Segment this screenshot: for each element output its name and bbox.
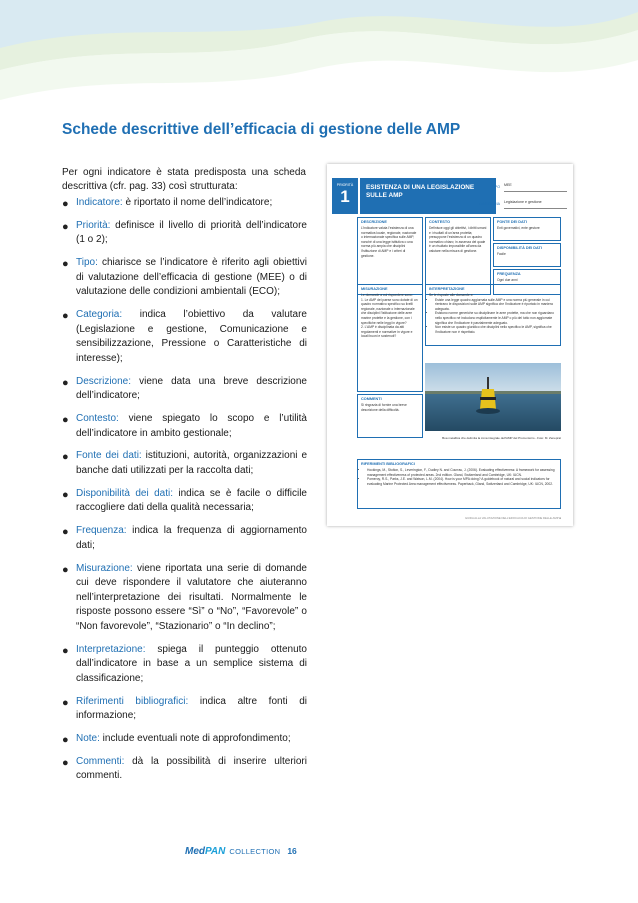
list-item bbox=[62, 375, 307, 404]
list-item bbox=[62, 643, 307, 687]
tipo-value: MEE bbox=[504, 183, 567, 192]
list-item-term: Descrizione: bbox=[76, 375, 132, 387]
sample-indicator-sheet bbox=[327, 164, 573, 526]
list-item bbox=[62, 219, 307, 248]
list-item-term: Misurazione: bbox=[76, 562, 133, 574]
categoria-label: CATEGORIA bbox=[479, 202, 500, 206]
field-list bbox=[62, 196, 307, 792]
riferimenti-item: • Pomeroy, R.S., Parks, J.E. and Watson, L.M. (2004). How is your MPA doing? A guidebook of natural and social indicators for evaluating Marine Protected Area management effectiveness. Paperback, Gland, Switzerland and Cambridge, UK: IUCN, 2002. bbox=[367, 477, 557, 486]
list-item-text: indica altre fonti di informazione; bbox=[76, 695, 307, 722]
interpretazione-item: • Non esiste un quadro giuridico che disciplini nello specifico le AMP, significa che l’indicatore non è rispettato. bbox=[435, 325, 557, 334]
priority-label: PRIORITÀ bbox=[336, 183, 354, 187]
list-item-term: Disponibilità dei dati: bbox=[76, 487, 173, 499]
interpretazione-box bbox=[425, 284, 561, 346]
list-item bbox=[62, 196, 307, 211]
bullet-icon: ● bbox=[62, 451, 69, 464]
misurazione-item: 1. Le AMP del paese sono dotate di un quadro normativo specifico su livelli regionale, nazionale o internazionale che disciplini l’istituzione delle aree marine protette e la gestione, con i specifiche nelle leggi in vigore? bbox=[361, 297, 418, 325]
frequenza-title: FREQUENZA bbox=[497, 272, 521, 276]
intro-paragraph: Per ogni indicatore è stata predisposta una scheda descrittiva (cfr. pag. 33) così strutturata: bbox=[62, 167, 306, 192]
bullet-icon: ● bbox=[62, 310, 69, 323]
list-item-text: spiega il punteggio ottenuto dall’indicatore in base a un semplice sistema di classificazione; bbox=[76, 643, 307, 684]
list-item-term: Riferimenti bibliografici: bbox=[76, 695, 189, 707]
list-item bbox=[62, 755, 307, 784]
logo-text-pan: PAN bbox=[205, 845, 226, 857]
list-item-term: Note: bbox=[76, 733, 100, 745]
list-item-term: Interpretazione: bbox=[76, 643, 146, 655]
list-item-term: Indicatore: bbox=[76, 197, 123, 208]
list-item bbox=[62, 449, 307, 478]
misurazione-box bbox=[357, 284, 423, 392]
bullet-icon: ● bbox=[62, 258, 69, 271]
list-item-text: include eventuali note di approfondimento; bbox=[99, 733, 291, 745]
descrizione-title: DESCRIZIONE bbox=[361, 220, 387, 224]
bullet-icon: ● bbox=[62, 563, 69, 576]
list-item-term: Priorità: bbox=[76, 219, 111, 231]
contesto-title: CONTESTO bbox=[429, 220, 451, 224]
categoria-value: Legislazione e gestione bbox=[504, 200, 567, 209]
list-item bbox=[62, 412, 307, 441]
fonte-title: FONTE DEI DATI bbox=[497, 220, 527, 224]
tipo-label: TIPO bbox=[491, 185, 500, 189]
priority-number: 1 bbox=[340, 187, 350, 206]
list-item-term: Frequenza: bbox=[76, 525, 127, 537]
decorative-wave-header bbox=[0, 0, 638, 125]
misurazione-title: MISURAZIONE bbox=[361, 287, 388, 291]
misurazione-intro: Le domande a cui rispondere sono: bbox=[361, 293, 413, 297]
misurazione-item: 2. L’AMP è disciplinata da atti regolamenti e normative in vigore e locali buoni e sostenuti? bbox=[361, 325, 413, 339]
list-item-text: chiarisce se l’indicatore è riferito agli obiettivi di valutazione dell’efficacia di gestione (MEE) o di valutazione delle condizioni ambientali (ECO); bbox=[76, 257, 307, 298]
buoy-photo bbox=[425, 363, 561, 431]
photo-caption: Boa metallica che delimita la zona integrale dell’AMP del Promontorio - Foto: M. Zeneprat bbox=[442, 436, 561, 440]
list-item-text: viene spiegato lo scopo e l’utilità dell’indicatore in ambito gestionale; bbox=[76, 413, 307, 439]
list-item bbox=[62, 487, 307, 516]
page-heading: Schede descrittive dell’efficacia di gestione delle AMP bbox=[62, 121, 461, 138]
list-item-term: Categoria: bbox=[76, 309, 123, 321]
commenti-title: COMMENTI bbox=[361, 397, 382, 401]
bullet-icon: ● bbox=[62, 734, 69, 747]
riferimenti-item: • Hockings, M., Stolton, S., Leverington, F., Dudley N. and Courrau, J. (2006). Evaluating effectiveness: A framework for assessing management effectiveness of protected areas. 2nd edition. Gland, Switzerland and Cambridge, UK: IUCN. bbox=[367, 468, 557, 477]
commenti-box bbox=[357, 394, 423, 438]
list-item-text: indica la frequenza di aggiornamento dati; bbox=[76, 525, 307, 551]
list-item-text: è riportato il nome dell’indicatore; bbox=[122, 197, 273, 208]
page-footer bbox=[185, 844, 297, 858]
list-item-text: indica l’obiettivo da valutare (Legislazione e gestione, Comunicazione e sensibilizzazione, Pressione o Caratteristiche di interesse); bbox=[76, 309, 307, 364]
bullet-icon: ● bbox=[62, 198, 69, 210]
list-item bbox=[62, 732, 307, 747]
bullet-icon: ● bbox=[62, 376, 69, 389]
bullet-icon: ● bbox=[62, 414, 69, 427]
list-item bbox=[62, 524, 307, 553]
list-item-term: Fonte dei dati: bbox=[76, 450, 142, 462]
riferimenti-title: RIFERIMENTI BIBLIOGRAFICI bbox=[361, 462, 415, 466]
list-item-text: definisce il livello di priorità dell’indicatore (1 o 2); bbox=[76, 219, 307, 246]
fonte-box bbox=[493, 217, 561, 241]
disponibilita-box bbox=[493, 243, 561, 267]
bullet-icon: ● bbox=[62, 220, 69, 233]
bullet-icon: ● bbox=[62, 526, 69, 539]
sheet-title: ESISTENZA DI UNA LEGISLAZIONE SULLE AMP bbox=[360, 178, 496, 214]
list-item-text: istituzioni, autorità, organizzazioni e banche dati utilizzati per la raccolta dati; bbox=[76, 450, 307, 477]
list-item-text: viene riportata una serie di domande cui deve rispondere il valutatore che aiuteranno nell’interpretazione dei risultati. Normalmente le risposte possono essere “Sì” o “No”, “Favorevole” o “Non favorevole”, “Stazionario” o “In declino”; bbox=[76, 562, 307, 632]
bullet-icon: ● bbox=[62, 696, 69, 709]
list-item-text: indica se è facile o difficile raccogliere dati della qualità necessaria; bbox=[76, 487, 307, 514]
interpretazione-title: INTERPRETAZIONE bbox=[429, 287, 465, 291]
bullet-icon: ● bbox=[62, 488, 69, 501]
descrizione-text: L’indicatore valuta l’esistenza di una normativa locale, regionale, nazionale o internazionale specifica sulle AMP, nonché di una legge istitutiva o una norma più ampia che disciplini l’istituzione di AMP e i criteri di gestione. bbox=[361, 226, 417, 258]
list-item bbox=[62, 695, 307, 724]
contesto-text: Definisce oggi gli obiettivi, i diritti umani e i risultati di un’area protetta; presuppone l’esistenza di un quadro normativo chiaro; in assenza del quale è un risultato impossibile all’area da valutare nella misura di gestione. bbox=[429, 226, 487, 253]
collection-label: COLLECTION bbox=[229, 846, 281, 856]
list-item bbox=[62, 562, 307, 635]
sheet-footnote: GUIDA ALLA VALUTAZIONE DELL’EFFICACIA DI GESTIONE DELLE AMP ■ bbox=[464, 516, 561, 520]
list-item-term: Tipo: bbox=[76, 257, 98, 269]
bullet-icon: ● bbox=[62, 644, 69, 657]
list-item bbox=[62, 256, 307, 300]
bullet-icon: ● bbox=[62, 756, 69, 769]
interpretazione-intro: Se le risposte alle domande e: bbox=[429, 293, 474, 297]
priority-tab bbox=[332, 178, 358, 214]
list-item-text: dà la possibilità di inserire ulteriori commenti. bbox=[76, 755, 307, 782]
medpan-logo bbox=[185, 846, 225, 857]
disponibilita-title: DISPONIBILITÀ DEI DATI bbox=[497, 246, 542, 250]
fonte-text: Enti governativi, ente gestore bbox=[497, 226, 540, 230]
commenti-text: Si ringrazia di fornire una breve descrizione della difficoltà. bbox=[361, 403, 407, 412]
disponibilita-text: Facile bbox=[497, 252, 506, 256]
riferimenti-box bbox=[357, 459, 561, 509]
list-item bbox=[62, 308, 307, 366]
page-number: 16 bbox=[287, 846, 297, 856]
frequenza-text: Ogni due anni bbox=[497, 278, 518, 282]
interpretazione-item: • Esiste una legge quadro aggiornata sulle AMP e una norma più generale in cui rientrano le disposizioni sulle AMP significa che l’indicatore è riportato in maniera adeguata. bbox=[435, 298, 557, 312]
list-item-term: Commenti: bbox=[76, 755, 125, 767]
list-item-text: viene data una breve descrizione dell’indicatore; bbox=[76, 375, 307, 402]
list-item-term: Contesto: bbox=[76, 413, 119, 425]
interpretazione-item: • Esistono norme generiche su disciplinare le aree protette, ma che non riguardano nello specifico né includono esplicitamente le AMP o più del tutto non aggiornate significa che l’indicatore è parzialmente adeguato. bbox=[435, 311, 557, 325]
logo-text-med: Med bbox=[185, 845, 205, 857]
